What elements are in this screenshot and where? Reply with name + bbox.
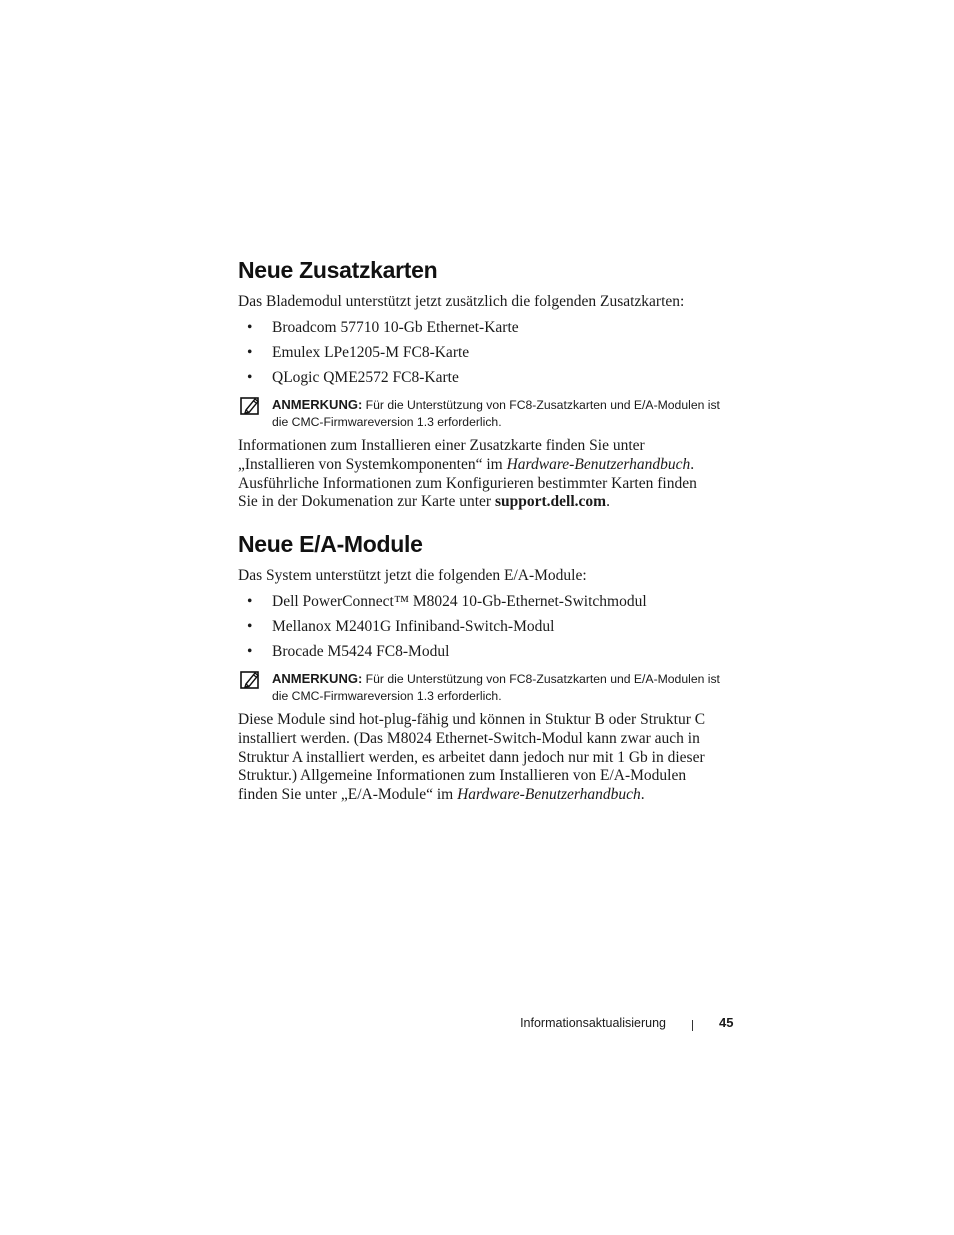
list-zusatzkarten (238, 318, 519, 393)
bullet-icon: • (247, 369, 253, 386)
list-item: • Brocade M5424 FC8-Modul (247, 643, 450, 660)
manual-title: Hardware-Benutzerhandbuch (457, 786, 641, 804)
pencil-note-icon (240, 670, 260, 690)
note-label: ANMERKUNG: (272, 397, 363, 412)
bullet-icon: • (247, 618, 253, 635)
footer-separator (692, 1020, 693, 1031)
list-item: • Dell PowerConnect™ M8024 10-Gb-Ethernet-Switchmodul (247, 593, 647, 610)
footer-section-title: Informationsaktualisierung (520, 1016, 666, 1030)
note-label: ANMERKUNG: (272, 671, 363, 686)
manual-title: Hardware-Benutzerhandbuch (506, 455, 691, 473)
list-item: • QLogic QME2572 FC8-Karte (247, 369, 459, 386)
list-item: • Emulex LPe1205-M FC8-Karte (247, 344, 470, 361)
heading-neue-zusatzkarten: Neue Zusatzkarten (238, 257, 438, 283)
heading-neue-ea-module: Neue E/A-Module (238, 531, 423, 557)
intro-ea-module: Das System unterstützt jetzt die folgenden E/A-Module: (238, 567, 587, 584)
page-footer (0, 1015, 954, 1035)
note-text: ANMERKUNG: Für die Unterstützung von FC8-Zusatzkarten und E/A-Modulen ist die CMC-Firmwareversion 1.3 erforderlich. (272, 671, 720, 703)
bullet-icon: • (247, 643, 253, 660)
list-ea-module (238, 592, 647, 667)
list-item: • Mellanox M2401G Infiniband-Switch-Modul (247, 618, 555, 635)
intro-zusatzkarten: Das Blademodul unterstützt jetzt zusätzlich die folgenden Zusatzkarten: (238, 293, 685, 310)
bullet-icon: • (247, 593, 253, 610)
bullet-icon: • (247, 344, 253, 361)
pencil-note-icon (240, 396, 260, 416)
list-item: • Broadcom 57710 10-Gb Ethernet-Karte (247, 319, 519, 336)
paragraph-installation-info: Informationen zum Installieren einer Zusatzkarte finden Sie unter „Installieren von Systemkomponenten“ im Hardware-Benutzerhandbuch. Ausführliche Informationen zum Konfigurieren bestimmter Karten finden Sie in der Dokumenation zur Karte unter support.dell.com. (238, 437, 697, 511)
paragraph-module-info: Diese Module sind hot-plug-fähig und können in Stuktur B oder Struktur C installiert werden. (Das M8024 Ethernet-Switch-Modul kann zwar auch in Struktur A installiert werden, es arbeitet dann jedoch nur mit 1 Gb in dieser Struktur.) Allgemeine Informationen zum Installieren von E/A-Modulen finden Sie unter „E/A-Module“ im Hardware-Benutzerhandbuch. (238, 711, 706, 804)
note-text: ANMERKUNG: Für die Unterstützung von FC8-Zusatzkarten und E/A-Modulen ist die CMC-Firmwareversion 1.3 erforderlich. (272, 397, 720, 429)
page-number: 45 (719, 1015, 734, 1030)
bullet-icon: • (247, 319, 253, 336)
support-link[interactable]: support.dell.com (494, 493, 607, 511)
